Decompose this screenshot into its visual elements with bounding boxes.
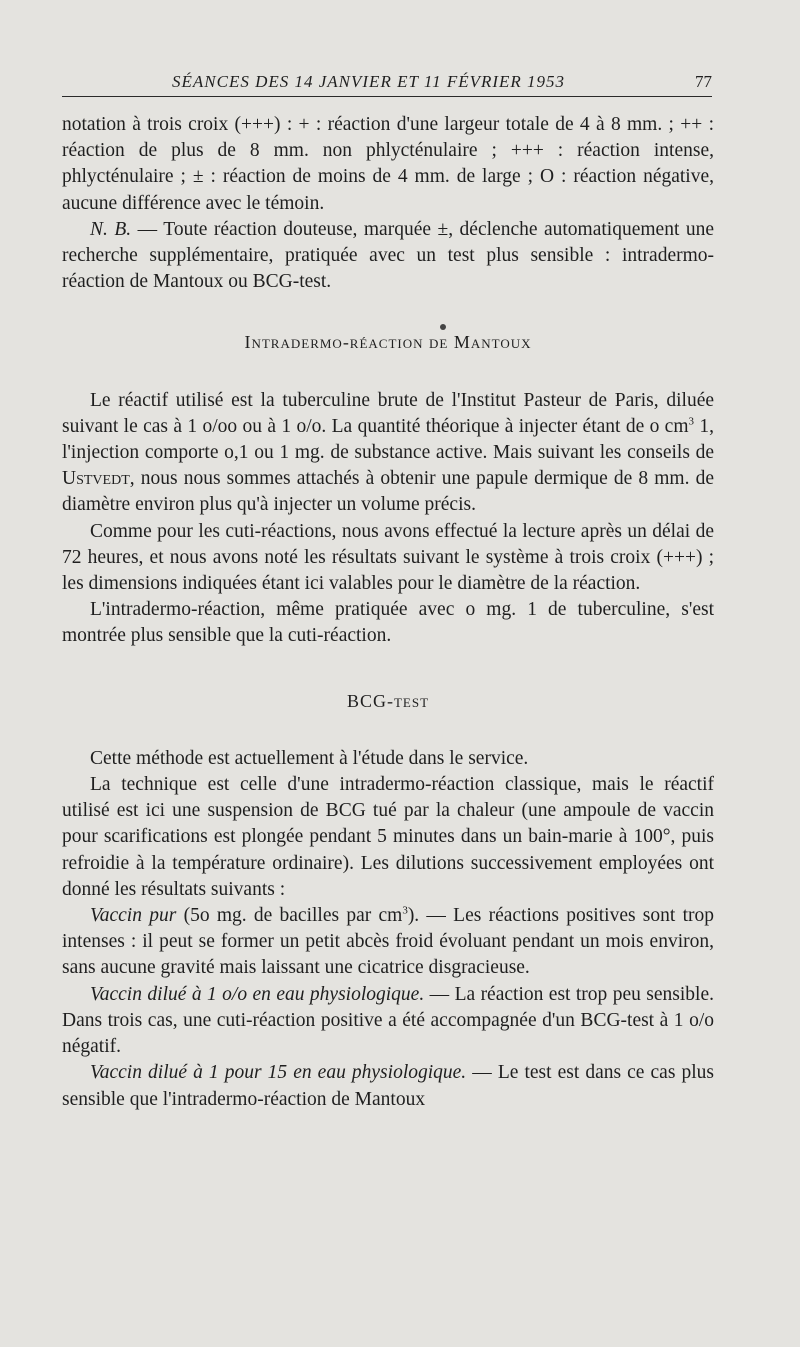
nb-label: N. B. [90, 218, 132, 240]
paragraph-vaccin-pur [62, 903, 714, 982]
paragraph-lecture: Comme pour les cuti-réactions, nous avons effectué la lecture après un délai de 72 heures, et nous avons noté les résultats suivant le système à trois croix (+++) ; les dimensions indiquées étant ici valables pour le diamètre de la réaction. [62, 520, 714, 595]
text-run: Le réactif utilisé est la tuberculine brute de l'Institut Pasteur de Paris, diluée suivant le cas à 1 o/oo ou à 1 o/o. La quantité théorique à injecter étant de o cm [62, 389, 714, 437]
author-name: Ustvedt [62, 468, 130, 490]
section-heading-bcg: BCG-test [346, 690, 430, 711]
vaccin-1pct-label: Vaccin dilué à 1 o/o en eau physiologique. [90, 983, 425, 1005]
running-header [62, 66, 712, 97]
paragraph-notation: notation à trois croix (+++) : + : réaction d'une largeur totale de 4 à 8 mm. ; ++ : réaction de plus de 8 mm. non phlycténulaire ; +++ : réaction intense, phlycténulaire ; ± : réaction de moins de 4 mm. de large ; O : réaction négative, aucune différence avec le témoin. [62, 114, 714, 214]
header-title: SÉANCES DES 14 JANVIER ET 11 FÉVRIER 1953 [172, 72, 566, 91]
paragraph-vaccin-1pct [62, 982, 714, 1061]
paragraph-methode: Cette méthode est actuellement à l'étude dans le service. [90, 747, 529, 769]
paragraph-nb [62, 217, 714, 296]
paragraph-technique: La technique est celle d'une intradermo-réaction classique, mais le réactif utilisé est ici une suspension de BCG tué par la chaleur (une ampoule de vaccin pour scarifications est plongée pendant 5 minutes dans un bain-marie à 100°, puis refroidie à la température ordinaire). Les dilutions successivement employées ont donné les résultats suivants : [62, 774, 714, 900]
text-run: 1, l'injection comporte o,1 ou 1 mg. de substance active. Mais suivant les conseils de [62, 415, 714, 464]
superscript: 3 [402, 904, 408, 917]
section-heading-mantoux: Intradermo-réaction de Mantoux [244, 332, 532, 353]
text-run: ). — Les réactions positives sont trop intenses : il peut se former un petit abcès froid évoluant pendant un mois environ, sans aucune gravité mais laissant une cicatrice disgracieuse. [62, 905, 714, 979]
vaccin-1-15-label: Vaccin dilué à 1 pour 15 en eau physiologique. [90, 1062, 467, 1084]
nb-text: — Toute réaction douteuse, marquée ±, déclenche automatiquement une recherche supplémentaire, pratiquée avec un test plus sensible : intradermo-réaction de Mantoux ou BCG-test. [62, 218, 715, 293]
body-text [62, 112, 714, 1113]
text-run: (5o mg. de bacilles par cm [176, 905, 403, 927]
text-run: — Le test est dans ce cas plus sensible que l'intradermo-réaction de Mantoux [62, 1062, 714, 1110]
text-run: — La réaction est trop peu sensible. Dans trois cas, une cuti-réaction positive a été accompagnée d'un BCG-test à 1 o/o négatif. [62, 983, 714, 1058]
page-number: 77 [695, 72, 712, 91]
paragraph-reactif [62, 388, 714, 519]
text-run: , nous nous sommes attachés à obtenir une papule dermique de 8 mm. de diamètre environ plus qu'à injecter un volume précis. [62, 468, 714, 516]
paragraph-vaccin-1-15 [62, 1060, 714, 1112]
paragraph-sensibilite: L'intradermo-réaction, même pratiquée avec o mg. 1 de tuberculine, s'est montrée plus sensible que la cuti-réaction. [62, 599, 714, 647]
superscript: 3 [688, 415, 695, 428]
vaccin-pur-label: Vaccin pur [90, 905, 177, 927]
